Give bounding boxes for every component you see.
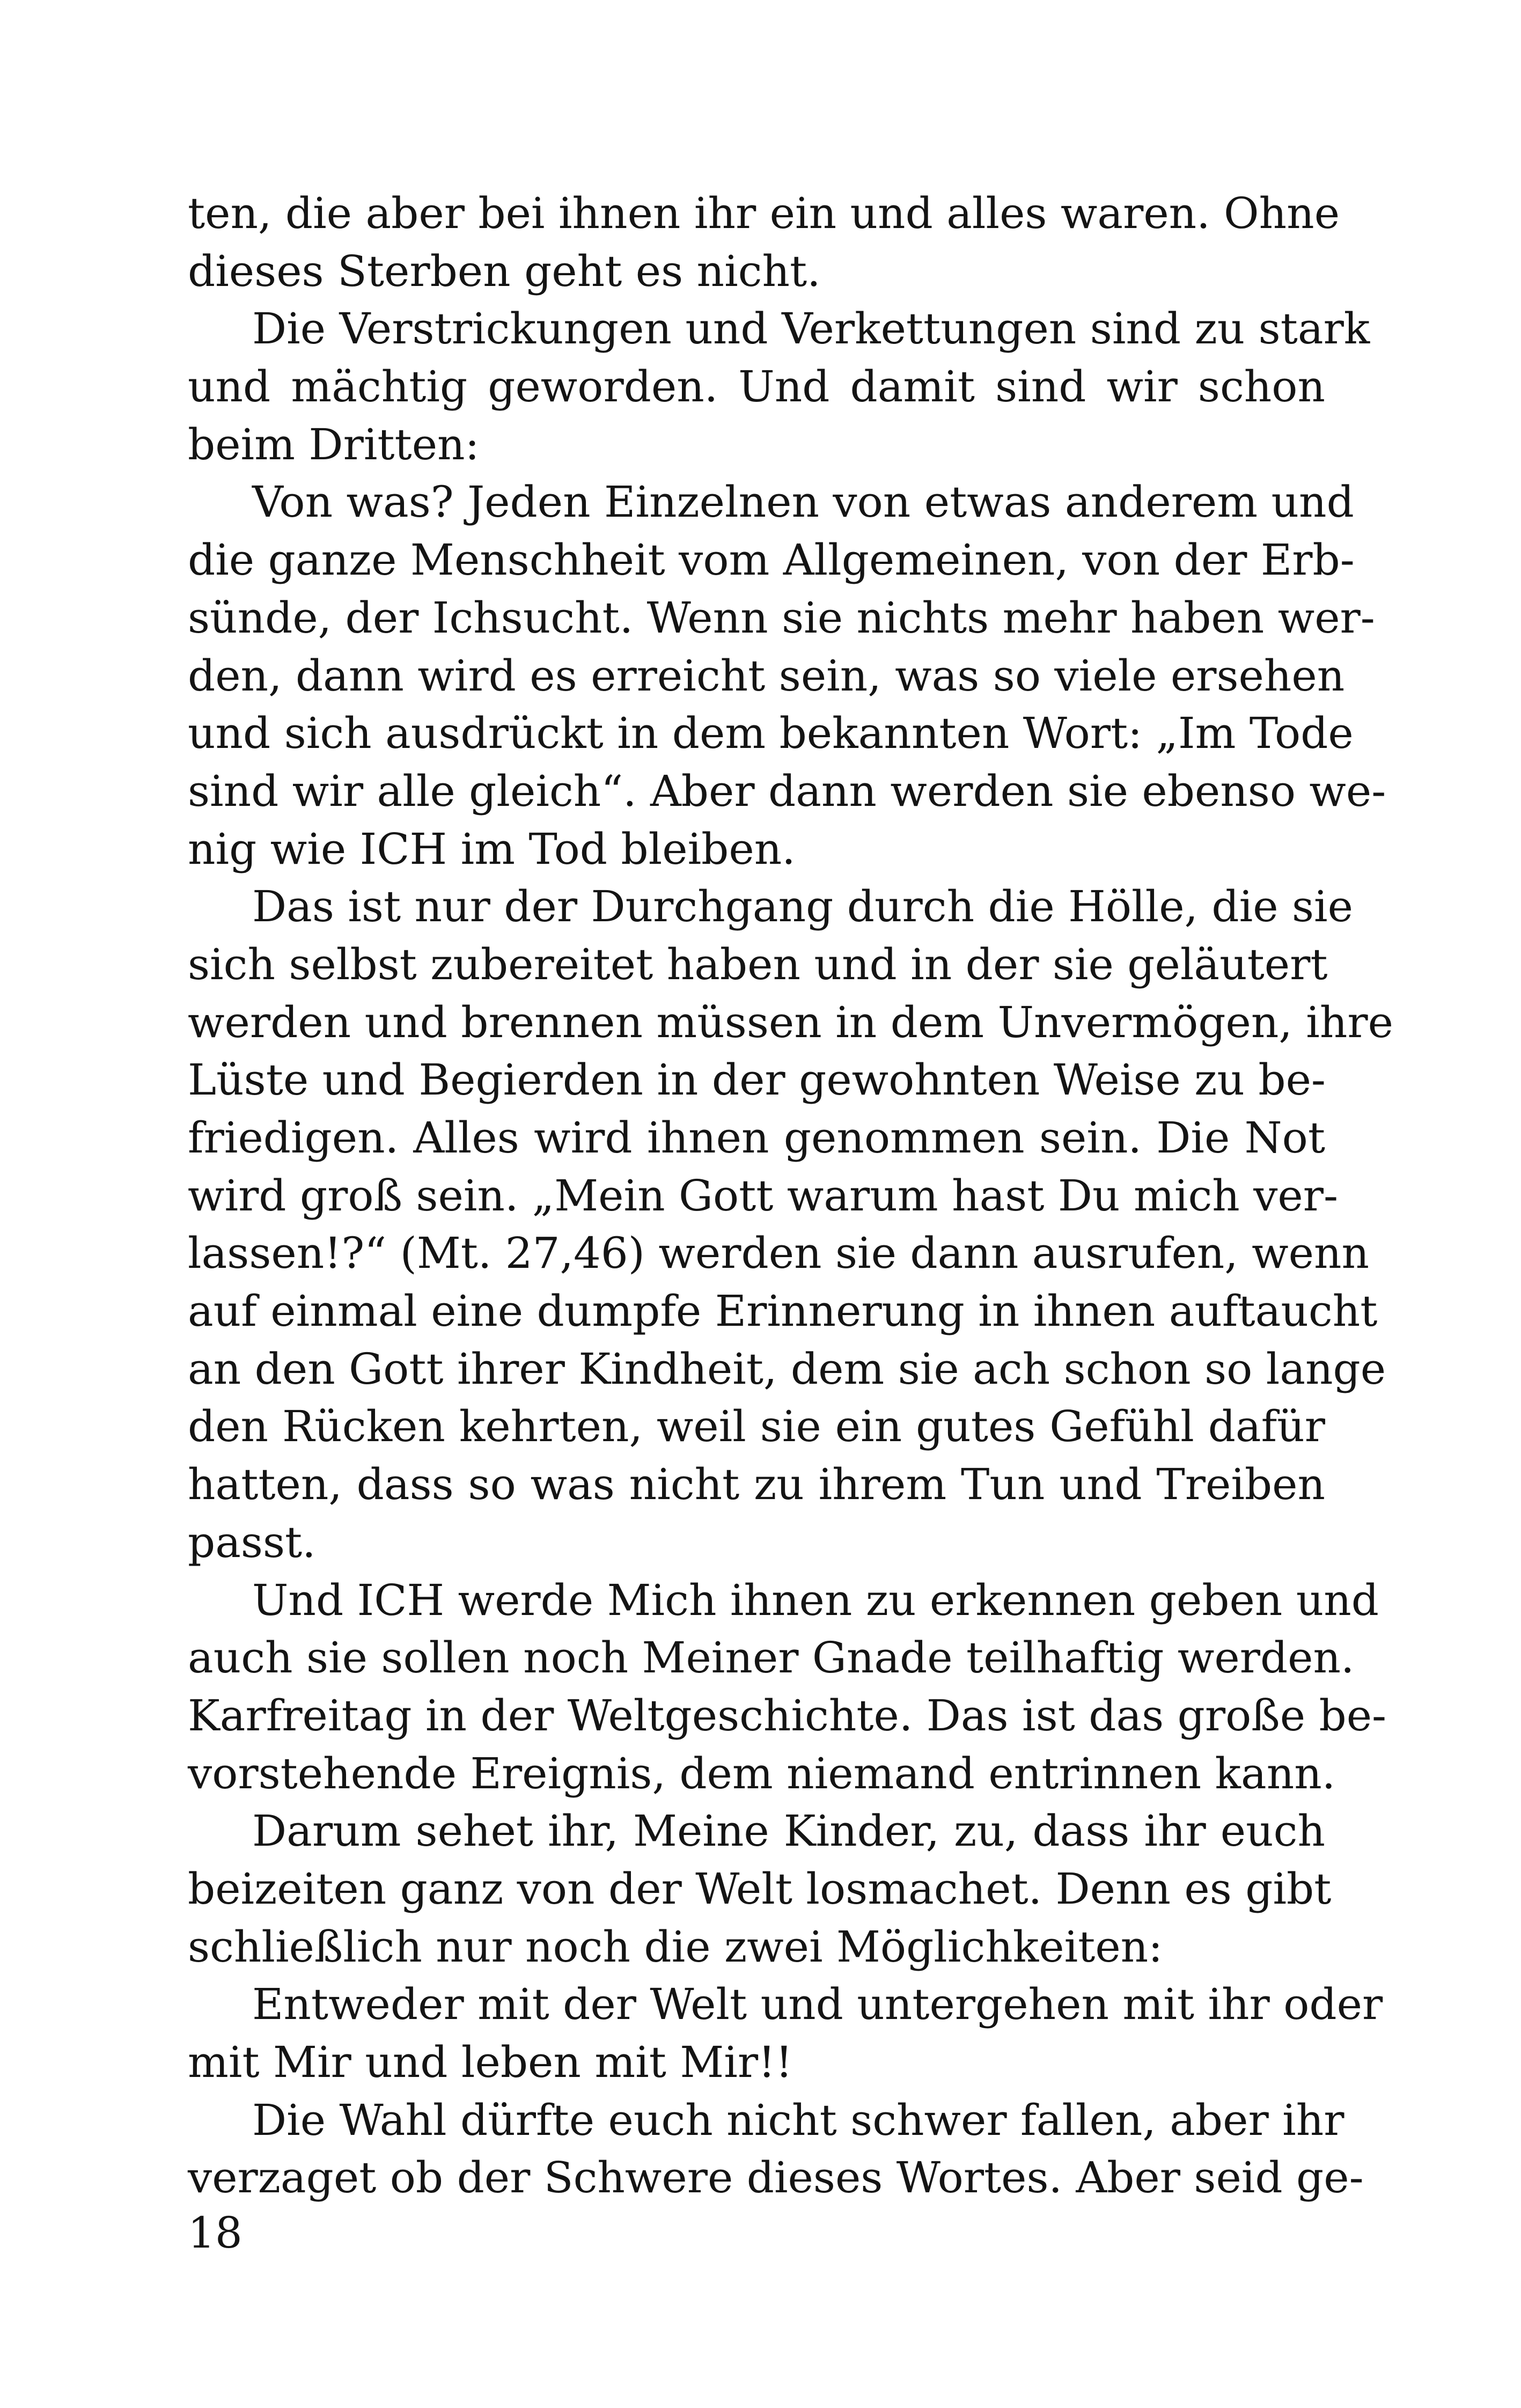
text-line: werden und brennen müssen in dem Unvermögen, ihre bbox=[188, 997, 1393, 1047]
text-line: auch sie sollen noch Meiner Gnade teilhaftig werden. bbox=[188, 1633, 1355, 1683]
text-line: schließlich nur noch die zwei Möglichkeiten: bbox=[188, 1921, 1163, 1972]
text-line: lassen!?“ (Mt. 27,46) werden sie dann ausrufen, wenn bbox=[188, 1228, 1370, 1279]
text-line: ten, die aber bei ihnen ihr ein und alles waren. Ohne bbox=[188, 188, 1340, 238]
page-number: 18 bbox=[188, 2208, 243, 2258]
text-line: sünde, der Ichsucht. Wenn sie nichts mehr haben wer- bbox=[188, 592, 1375, 643]
text-line: und sich ausdrückt in dem bekannten Wort: „Im Tode bbox=[188, 708, 1354, 759]
text-line: Von was? Jeden Einzelnen von etwas anderem und bbox=[252, 477, 1354, 527]
text-line: wird groß sein. „Mein Gott warum hast Du mich ver- bbox=[188, 1170, 1339, 1221]
body-text bbox=[188, 185, 1393, 2207]
text-line: auf einmal eine dumpfe Erinnerung in ihnen auftaucht bbox=[188, 1286, 1378, 1337]
text-line: Und ICH werde Mich ihnen zu erkennen geben und bbox=[252, 1575, 1379, 1625]
text-line: friedigen. Alles wird ihnen genommen sein. Die Not bbox=[188, 1113, 1325, 1163]
text-line: passt. bbox=[188, 1517, 316, 1567]
text-line: den, dann wird es erreicht sein, was so viele ersehen bbox=[188, 650, 1345, 701]
text-line: hatten, dass so was nicht zu ihrem Tun und Treiben bbox=[188, 1459, 1325, 1510]
text-line: Die Verstrickungen und Verkettungen sind zu stark bbox=[252, 304, 1370, 354]
text-line: Darum sehet ihr, Meine Kinder, zu, dass ihr euch bbox=[252, 1806, 1325, 1856]
text-line: an den Gott ihrer Kindheit, dem sie ach schon so lange bbox=[188, 1344, 1386, 1394]
text-line: den Rücken kehrten, weil sie ein gutes Gefühl dafür bbox=[188, 1401, 1325, 1452]
text-line: Entweder mit der Welt und untergehen mit ihr oder bbox=[252, 1979, 1383, 2030]
text-line: verzaget ob der Schwere dieses Wortes. Aber seid ge- bbox=[188, 2153, 1364, 2203]
text-line: Das ist nur der Durchgang durch die Hölle, die sie bbox=[252, 882, 1353, 932]
text-line: und mächtig geworden. Und damit sind wir schon bbox=[188, 362, 1325, 412]
text-line: Karfreitag in der Weltgeschichte. Das ist das große be- bbox=[188, 1690, 1387, 1741]
text-line: beizeiten ganz von der Welt losmachet. Denn es gibt bbox=[188, 1863, 1332, 1914]
text-line: beim Dritten: bbox=[188, 419, 480, 469]
text-line: die ganze Menschheit vom Allgemeinen, von der Erb- bbox=[188, 535, 1355, 585]
text-line: Die Wahl dürfte euch nicht schwer fallen, aber ihr bbox=[252, 2095, 1344, 2145]
text-line: sind wir alle gleich“. Aber dann werden sie ebenso we- bbox=[188, 766, 1386, 816]
text-line: Lüste und Begierden in der gewohnten Weise zu be- bbox=[188, 1055, 1326, 1105]
text-line: vorstehende Ereignis, dem niemand entrinnen kann. bbox=[188, 1748, 1336, 1798]
text-line: dieses Sterben geht es nicht. bbox=[188, 246, 821, 296]
text-line: nig wie ICH im Tod bleiben. bbox=[188, 824, 796, 874]
text-line: sich selbst zubereitet haben und in der sie geläutert bbox=[188, 939, 1328, 989]
text-line: mit Mir und leben mit Mir!! bbox=[188, 2037, 793, 2087]
